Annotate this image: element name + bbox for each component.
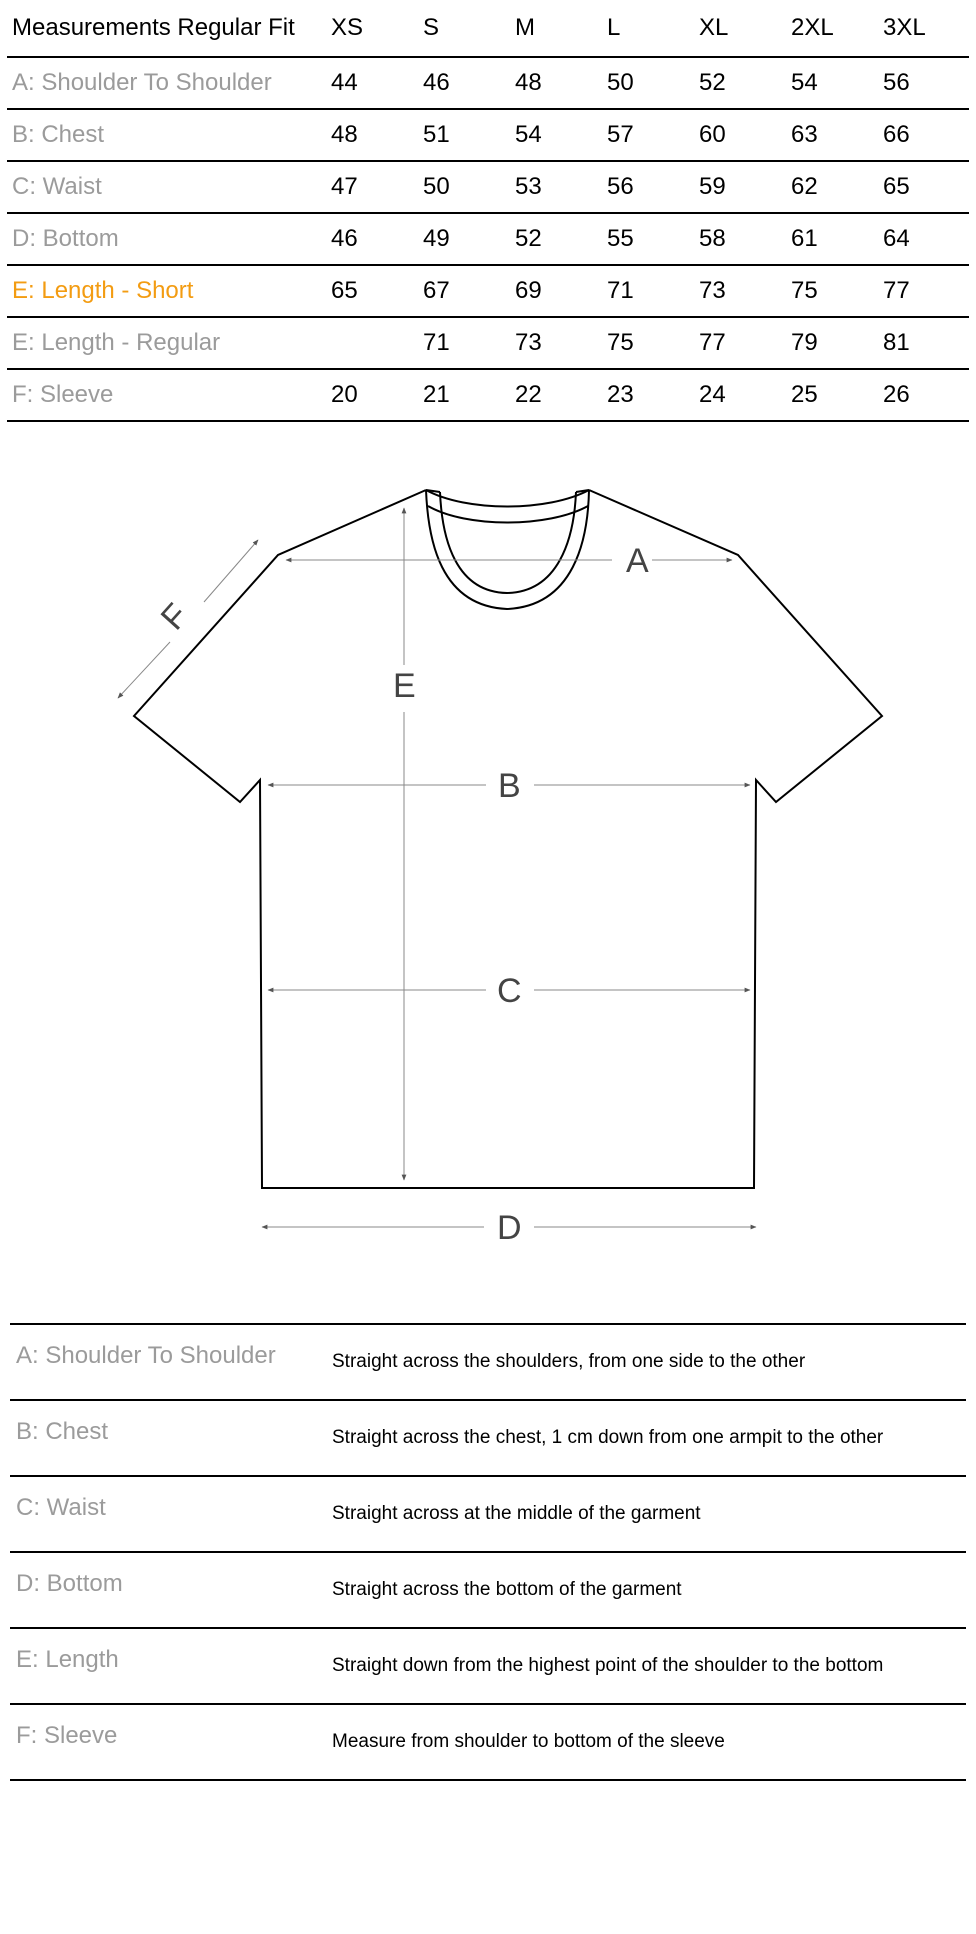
table-cell: 47 <box>331 173 358 200</box>
table-cell: 50 <box>423 173 450 200</box>
tshirt-measurement-diagram <box>0 470 976 1250</box>
table-cell: 81 <box>883 329 910 356</box>
table-cell: 46 <box>423 69 450 96</box>
table-cell: 71 <box>607 277 634 304</box>
measure-line-f <box>204 540 258 602</box>
description-label: E: Length <box>16 1646 119 1673</box>
table-cell: 51 <box>423 121 450 148</box>
table-cell: 20 <box>331 381 358 408</box>
description-label: A: Shoulder To Shoulder <box>16 1342 276 1369</box>
table-cell: 23 <box>607 381 634 408</box>
table-cell: 48 <box>515 69 542 96</box>
table-row-highlighted <box>7 266 969 318</box>
measure-label-d: D <box>497 1209 522 1247</box>
size-header-2xl: 2XL <box>791 14 834 41</box>
description-text: Straight down from the highest point of the shoulder to the bottom <box>332 1655 884 1676</box>
measure-label-a: A <box>626 542 649 580</box>
description-label: B: Chest <box>16 1418 109 1445</box>
size-header-xs: XS <box>331 14 364 41</box>
table-cell: 64 <box>883 225 910 252</box>
table-cell: 25 <box>791 381 818 408</box>
table-cell: 48 <box>331 121 358 148</box>
size-header-l: L <box>607 14 621 41</box>
list-item <box>10 1477 966 1553</box>
description-label: D: Bottom <box>16 1570 123 1597</box>
measurement-descriptions <box>10 1323 966 1781</box>
size-header-xl: XL <box>699 14 729 41</box>
list-item <box>10 1401 966 1477</box>
table-cell: 21 <box>423 381 450 408</box>
tshirt-outline <box>134 490 882 1188</box>
table-row <box>7 214 969 266</box>
table-row <box>7 58 969 110</box>
description-text: Straight across the shoulders, from one side to the other <box>332 1351 806 1372</box>
table-cell: 56 <box>607 173 634 200</box>
table-cell: 73 <box>515 329 542 356</box>
size-header-m: M <box>515 14 535 41</box>
table-cell: 50 <box>607 69 634 96</box>
row-label: D: Bottom <box>12 225 119 252</box>
table-cell: 54 <box>515 121 542 148</box>
table-cell: 53 <box>515 173 542 200</box>
row-label: C: Waist <box>12 173 102 200</box>
table-cell: 77 <box>699 329 726 356</box>
list-item <box>10 1325 966 1401</box>
measure-label-f: F <box>153 596 196 638</box>
table-cell: 73 <box>699 277 726 304</box>
description-text: Straight across at the middle of the garment <box>332 1503 701 1524</box>
table-cell: 71 <box>423 329 450 356</box>
header-label: Measurements Regular Fit <box>12 14 295 41</box>
list-item <box>10 1553 966 1629</box>
row-label: F: Sleeve <box>12 381 114 408</box>
table-cell: 55 <box>607 225 634 252</box>
table-row <box>7 110 969 162</box>
table-cell: 46 <box>331 225 358 252</box>
tshirt-collar-back <box>426 490 589 507</box>
row-label: E: Length - Short <box>12 277 194 304</box>
table-cell: 26 <box>883 381 910 408</box>
table-cell: 24 <box>699 381 726 408</box>
table-cell: 59 <box>699 173 726 200</box>
table-cell: 52 <box>699 69 726 96</box>
table-cell: 44 <box>331 69 358 96</box>
table-cell: 75 <box>791 277 818 304</box>
size-header-s: S <box>423 14 440 41</box>
table-cell: 49 <box>423 225 450 252</box>
table-cell: 60 <box>699 121 726 148</box>
list-item <box>10 1705 966 1781</box>
table-cell: 22 <box>515 381 542 408</box>
table-cell: 56 <box>883 69 910 96</box>
measure-label-b: B <box>498 767 521 805</box>
table-cell: 63 <box>791 121 818 148</box>
table-cell: 54 <box>791 69 818 96</box>
table-row <box>7 318 969 370</box>
table-cell: 61 <box>791 225 818 252</box>
description-label: C: Waist <box>16 1494 106 1521</box>
table-cell: 58 <box>699 225 726 252</box>
table-cell: 65 <box>883 173 910 200</box>
table-cell: 67 <box>423 277 450 304</box>
table-row <box>7 370 969 422</box>
tshirt-collar-back-inner <box>428 506 588 523</box>
list-item <box>10 1629 966 1705</box>
row-label: E: Length - Regular <box>12 329 221 356</box>
size-header-3xl: 3XL <box>883 14 926 41</box>
table-cell: 62 <box>791 173 818 200</box>
row-label: A: Shoulder To Shoulder <box>12 69 272 96</box>
description-label: F: Sleeve <box>16 1722 118 1749</box>
description-text: Measure from shoulder to bottom of the sleeve <box>332 1731 725 1752</box>
row-label: B: Chest <box>12 121 105 148</box>
table-cell: 77 <box>883 277 910 304</box>
description-text: Straight across the chest, 1 cm down from one armpit to the other <box>332 1427 884 1448</box>
size-table-header <box>7 0 969 58</box>
size-chart-table <box>7 0 969 422</box>
measure-label-e: E <box>393 667 416 705</box>
table-cell: 52 <box>515 225 542 252</box>
table-cell: 79 <box>791 329 818 356</box>
table-cell: 69 <box>515 277 542 304</box>
table-cell: 57 <box>607 121 634 148</box>
description-text: Straight across the bottom of the garment <box>332 1579 682 1600</box>
measure-label-c: C <box>497 972 522 1010</box>
table-row <box>7 162 969 214</box>
table-cell: 66 <box>883 121 910 148</box>
table-cell: 65 <box>331 277 358 304</box>
table-cell: 75 <box>607 329 634 356</box>
